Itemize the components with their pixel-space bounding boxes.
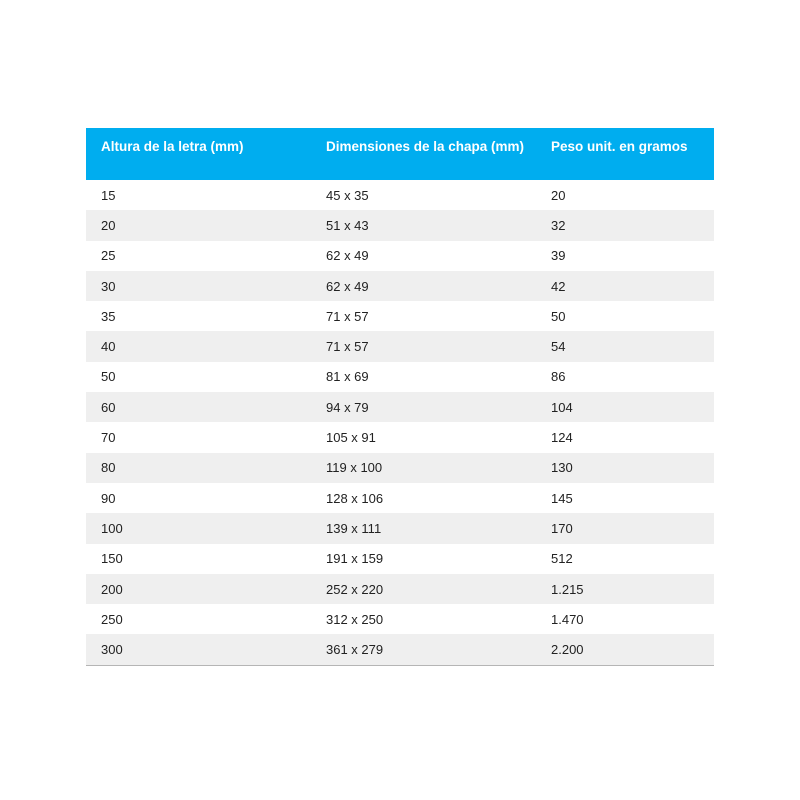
cell-letter-height: 60 — [101, 399, 116, 415]
table-row — [86, 271, 714, 301]
cell-unit-weight: 1.470 — [551, 611, 584, 627]
table-row — [86, 574, 714, 604]
table-row — [86, 362, 714, 392]
cell-letter-height: 100 — [101, 520, 123, 536]
cell-unit-weight: 39 — [551, 248, 566, 264]
cell-unit-weight: 124 — [551, 430, 573, 446]
cell-letter-height: 20 — [101, 217, 116, 233]
cell-plate-dimensions: 71 x 57 — [326, 308, 369, 324]
cell-letter-height: 25 — [101, 248, 116, 264]
cell-letter-height: 15 — [101, 187, 116, 203]
cell-plate-dimensions: 62 x 49 — [326, 278, 369, 294]
cell-letter-height: 30 — [101, 278, 116, 294]
cell-plate-dimensions: 191 x 159 — [326, 551, 384, 567]
cell-letter-height: 250 — [101, 611, 123, 627]
cell-letter-height: 150 — [101, 551, 123, 567]
cell-plate-dimensions: 139 x 111 — [326, 520, 382, 536]
table-row — [86, 392, 714, 422]
header-plate-dimensions: Dimensiones de la chapa (mm) — [326, 139, 525, 154]
table-row — [86, 331, 714, 361]
spec-table-container — [86, 128, 714, 666]
table-row — [86, 544, 714, 574]
cell-letter-height: 40 — [101, 339, 116, 355]
header-row — [86, 128, 714, 180]
cell-plate-dimensions: 71 x 57 — [326, 339, 369, 355]
cell-unit-weight: 130 — [551, 460, 573, 476]
cell-unit-weight: 1.215 — [551, 581, 584, 597]
cell-plate-dimensions: 94 x 79 — [326, 399, 369, 415]
cell-unit-weight: 170 — [551, 520, 573, 536]
cell-letter-height: 200 — [101, 581, 123, 597]
cell-plate-dimensions: 361 x 279 — [326, 642, 384, 658]
table-row — [86, 634, 714, 664]
table-row — [86, 513, 714, 543]
table-row — [86, 210, 714, 240]
cell-plate-dimensions: 252 x 220 — [326, 581, 384, 597]
cell-unit-weight: 32 — [551, 217, 566, 233]
header-unit-weight: Peso unit. en gramos — [551, 139, 688, 154]
cell-plate-dimensions: 62 x 49 — [326, 248, 369, 264]
cell-letter-height: 70 — [101, 430, 116, 446]
table-bottom-rule — [86, 665, 714, 666]
table-row — [86, 180, 714, 210]
cell-letter-height: 50 — [101, 369, 116, 385]
cell-unit-weight: 2.200 — [551, 642, 584, 658]
spec-table — [86, 128, 714, 665]
cell-plate-dimensions: 45 x 35 — [326, 187, 369, 203]
cell-unit-weight: 54 — [551, 339, 566, 355]
table-row — [86, 453, 714, 483]
cell-unit-weight: 42 — [551, 278, 566, 294]
cell-unit-weight: 20 — [551, 187, 566, 203]
cell-unit-weight: 86 — [551, 369, 566, 385]
cell-letter-height: 300 — [101, 642, 123, 658]
cell-plate-dimensions: 81 x 69 — [326, 369, 369, 385]
cell-unit-weight: 104 — [551, 399, 573, 415]
table-header — [86, 128, 714, 180]
cell-plate-dimensions: 119 x 100 — [326, 460, 383, 476]
table-body — [86, 180, 714, 665]
cell-plate-dimensions: 312 x 250 — [326, 611, 384, 627]
cell-unit-weight: 512 — [551, 551, 573, 567]
table-row — [86, 483, 714, 513]
cell-unit-weight: 50 — [551, 308, 566, 324]
table-row — [86, 241, 714, 271]
table-row — [86, 422, 714, 452]
cell-unit-weight: 145 — [551, 490, 573, 506]
cell-plate-dimensions: 105 x 91 — [326, 430, 376, 446]
cell-letter-height: 80 — [101, 460, 116, 476]
table-row — [86, 301, 714, 331]
cell-plate-dimensions: 51 x 43 — [326, 217, 369, 233]
header-letter-height: Altura de la letra (mm) — [101, 139, 244, 154]
table-row — [86, 604, 714, 634]
cell-letter-height: 35 — [101, 308, 116, 324]
cell-letter-height: 90 — [101, 490, 116, 506]
cell-plate-dimensions: 128 x 106 — [326, 490, 384, 506]
